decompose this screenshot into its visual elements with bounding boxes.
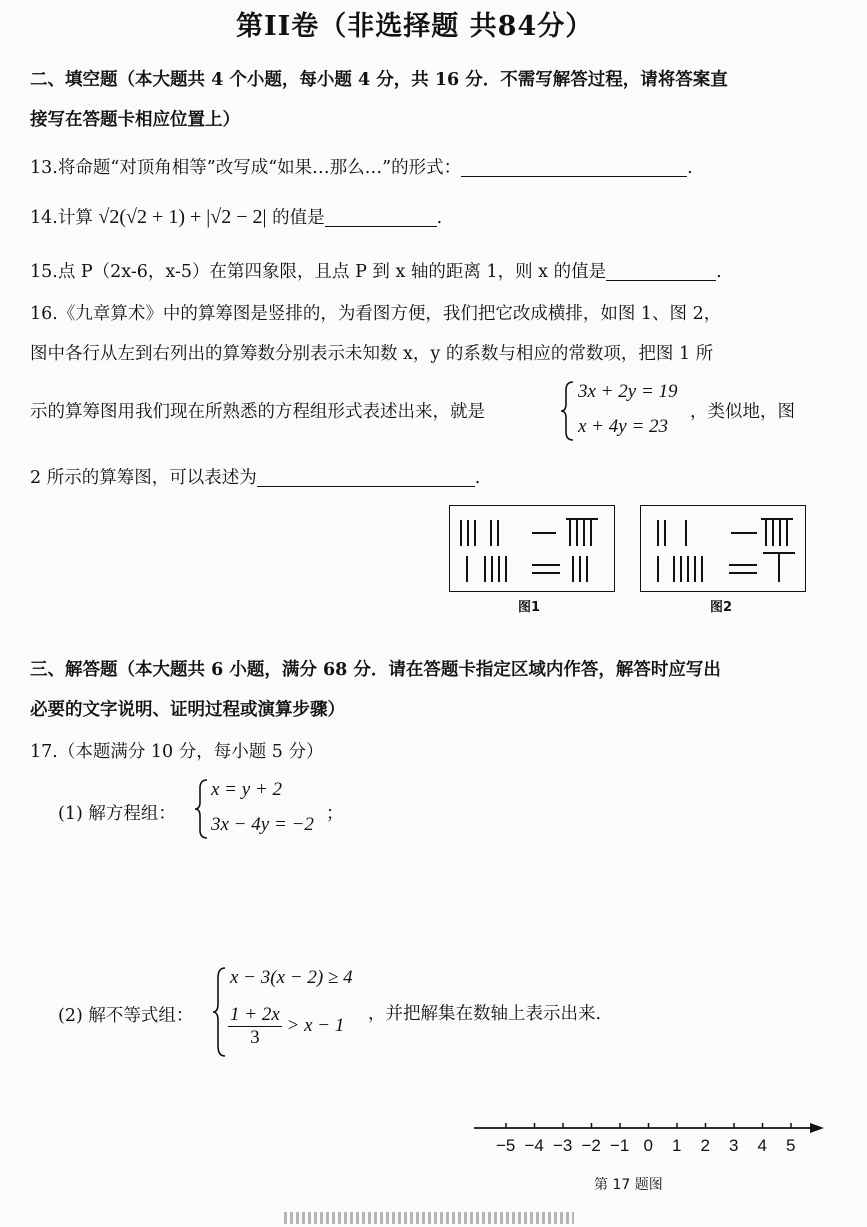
counting-rod-figure-1 [449, 505, 615, 592]
rod [490, 520, 492, 546]
question-17-figure-caption: 第 17 题图 [594, 1177, 663, 1193]
brace-icon [560, 380, 576, 442]
rod [657, 556, 659, 582]
answer-blank-13 [461, 158, 687, 177]
question-13-end: . [687, 158, 693, 178]
rod [778, 554, 780, 582]
rod [685, 520, 687, 546]
rod [569, 520, 571, 546]
question-17-part1-end: ； [326, 804, 344, 824]
rod [765, 520, 767, 546]
question-17-heading: 17.（本题满分 10 分，每小题 5 分） [30, 742, 324, 762]
rod [590, 520, 592, 546]
rod [532, 532, 556, 534]
question-17-part1-equation-1: x = y + 2 [211, 779, 283, 800]
question-16-line4-text: 2 所示的算筹图，可以表述为 [30, 468, 257, 488]
section-2-heading: 二、填空题（本大题共 4 个小题，每小题 4 分，共 16 分．不需写解答过程，请将答案直 [30, 70, 728, 90]
rod [497, 520, 499, 546]
rod [779, 520, 781, 546]
arrow-right-icon [810, 1123, 824, 1133]
question-14-suffix: 的值是 [272, 208, 325, 228]
number-line-label: −3 [553, 1136, 573, 1155]
question-16-line3-prefix: 示的算筹图用我们现在所熟悉的方程组形式表述出来，就是 [30, 402, 485, 422]
rod [532, 564, 560, 566]
answer-blank-16 [257, 468, 475, 487]
rod [772, 520, 774, 546]
rod [680, 556, 682, 582]
number-line-label: 2 [700, 1136, 710, 1155]
question-14 [30, 204, 442, 229]
question-15-text: 15.点 P（2x-6，x-5）在第四象限，且点 P 到 x 轴的距离 1，则 x 的值是 [30, 262, 607, 282]
rod [729, 572, 757, 574]
question-16-line4 [30, 464, 480, 489]
rod [466, 556, 468, 582]
rod [731, 532, 757, 534]
scan-footer-smudge [284, 1212, 574, 1224]
question-16-line3-suffix: ，类似地，图 [690, 402, 795, 422]
rod [532, 572, 560, 574]
number-line-label: −1 [610, 1136, 630, 1155]
number-line-label: −5 [496, 1136, 516, 1155]
question-13-text: 13.将命题“对顶角相等”改写成“如果…那么…”的形式： [30, 158, 462, 178]
rod [572, 556, 574, 582]
rod [505, 556, 507, 582]
question-14-end: . [436, 208, 443, 228]
rod [664, 520, 666, 546]
rod [579, 556, 581, 582]
question-14-expression: √2(√2 + 1) + |√2 − 2| [98, 206, 267, 228]
question-17-part1-equation-2: 3x − 4y = −2 [211, 814, 314, 835]
figure-1-caption: 图1 [518, 600, 541, 615]
question-16-line1: 16.《九章算术》中的算筹图是竖排的，为看图方便，我们把它改成横排，如图 1、图 2， [30, 304, 722, 324]
rod [657, 520, 659, 546]
rod [694, 556, 696, 582]
rod [729, 564, 757, 566]
number-line-label: 0 [643, 1136, 653, 1155]
section-3-heading: 三、解答题（本大题共 6 小题，满分 68 分．请在答题卡指定区域内作答，解答时应写出 [30, 660, 721, 680]
question-14-prefix: 14.计算 [30, 208, 93, 228]
question-17-part2-suffix: ，并把解集在数轴上表示出来. [368, 1004, 602, 1024]
fraction-denominator: 3 [250, 1027, 260, 1048]
rod [484, 556, 486, 582]
question-16-equation-1: 3x + 2y = 19 [578, 381, 678, 402]
question-17-part1-label: (1) 解方程组： [58, 804, 176, 824]
number-line-label: −2 [581, 1136, 601, 1155]
rod [467, 520, 469, 546]
question-15 [30, 258, 722, 283]
rod [576, 520, 578, 546]
question-16-end: . [474, 468, 481, 488]
rod [498, 556, 500, 582]
question-16-line2: 图中各行从左到右列出的算筹数分别表示未知数 x，y 的系数与相应的常数项，把图 1 所 [30, 344, 714, 364]
brace-icon [212, 966, 228, 1058]
question-16-line3 [30, 398, 485, 423]
number-line-label: 3 [729, 1136, 739, 1155]
section-2-heading-cont: 接写在答题卡相应位置上） [30, 110, 240, 130]
question-16-equation-2: x + 4y = 23 [578, 416, 669, 437]
rod [460, 520, 462, 546]
number-line-label: 4 [757, 1136, 767, 1155]
question-17-part2-label: (2) 解不等式组： [58, 1006, 194, 1026]
answer-blank-14 [325, 208, 437, 227]
figure-2-caption: 图2 [710, 600, 733, 615]
answer-blank-15 [606, 262, 716, 281]
number-line-label: 5 [786, 1136, 796, 1155]
rod [687, 556, 689, 582]
rod [701, 556, 703, 582]
page-title: 第II卷（非选择题 共84分） [236, 11, 594, 42]
rod [673, 556, 675, 582]
fraction-numerator: 1 + 2x [230, 1004, 280, 1025]
inequality-rest: > x − 1 [286, 1014, 345, 1036]
question-17-part2-inequality-2 [228, 1004, 344, 1049]
question-15-end: . [716, 262, 722, 282]
counting-rod-figure-2 [640, 505, 806, 592]
question-13 [30, 154, 693, 179]
rod [583, 520, 585, 546]
brace-icon [194, 778, 210, 840]
rod [491, 556, 493, 582]
section-3-heading-cont: 必要的文字说明、证明过程或演算步骤） [30, 700, 345, 720]
number-line-label: 1 [672, 1136, 682, 1155]
fraction [228, 1004, 282, 1049]
rod [586, 556, 588, 582]
rod [474, 520, 476, 546]
number-line-label: −4 [524, 1136, 544, 1155]
rod [786, 520, 788, 546]
question-17-part2-inequality-1: x − 3(x − 2) ≥ 4 [230, 967, 353, 988]
